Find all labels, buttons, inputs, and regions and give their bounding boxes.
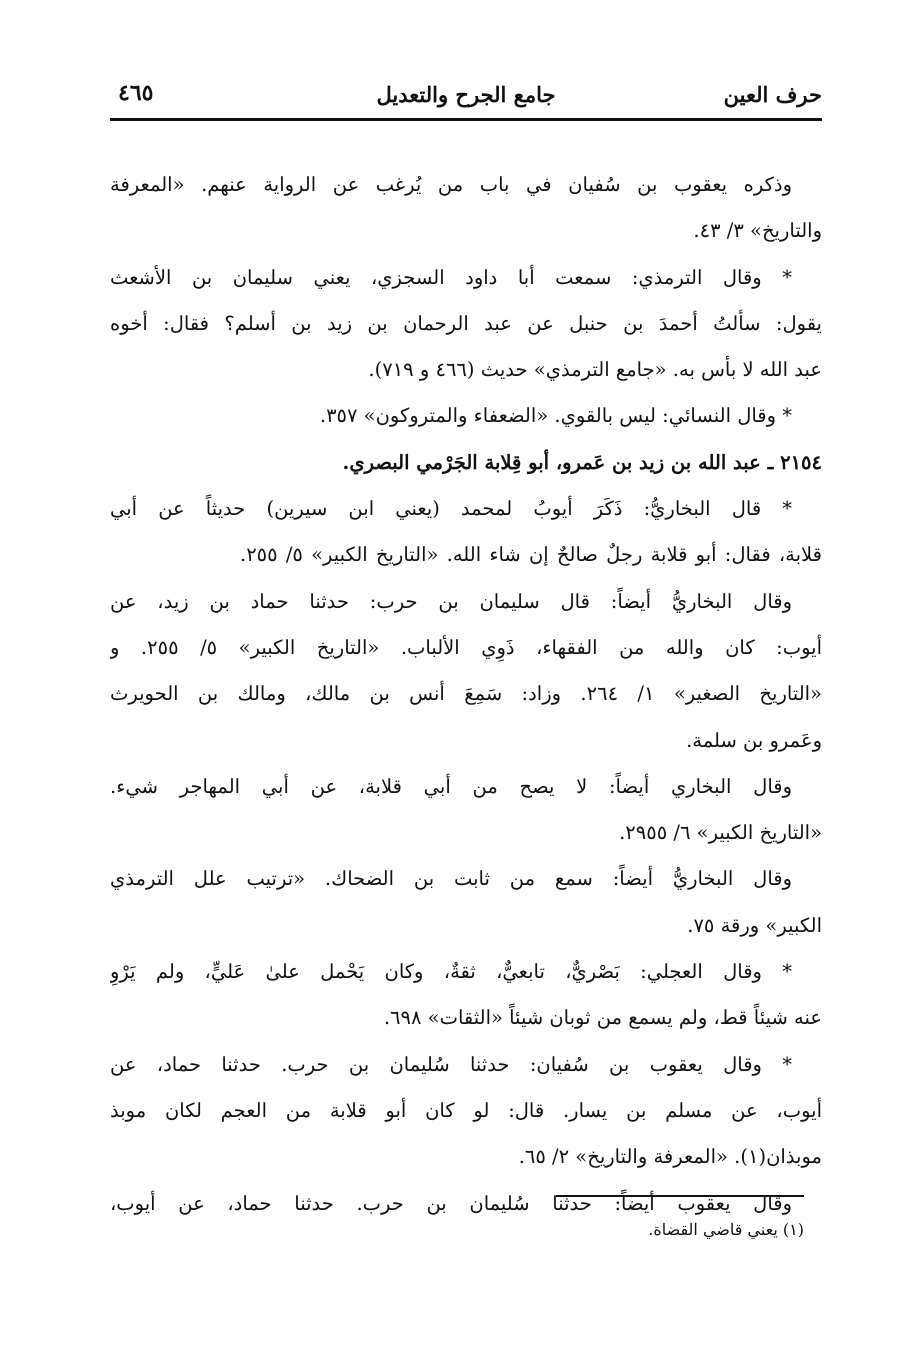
text-line: أيوب: كان والله من الفقهاء، ذَوِي الألباب. «التاريخ الكبير» ٥/ ٢٥٥. و (110, 635, 822, 659)
text-line: وذكره يعقوب بن سُفيان في باب من يُرغب عن الرواية عنهم. «المعرفة (110, 173, 792, 196)
footnote-separator (556, 1195, 804, 1197)
text-line: وقال البخاريُّ أيضاً: سمع من ثابت بن الضحاك. «ترتيب علل الترمذي (110, 867, 792, 891)
text-line: * وقال يعقوب بن سُفيان: حدثنا سُليمان بن حرب. حدثنا حماد، عن (110, 1052, 792, 1076)
page-body (110, 162, 822, 1227)
text-line: يقول: سألتُ أحمدَ بن حنبل عن عبد الرحمان بن زيد بن أسلم؟ فقال: أخوه (110, 311, 822, 335)
text-line: الكبير» ورقة ٧٥. (687, 913, 822, 937)
text-line: * قال البخاريُّ: ذَكَرَ أيوبُ لمحمد (يعني ابن سيرين) حديثاً عن أبي (110, 497, 792, 521)
entry-heading: ٢١٥٤ ـ عبد الله بن زيد بن عَمرو، أبو قِلابة الجَرْمي البصري. (342, 450, 822, 474)
book-title: جامع الجرح والتعديل (376, 82, 556, 107)
header-rule (110, 118, 822, 121)
text-line: والتاريخ» ٣/ ٤٣. (693, 219, 822, 243)
text-line: * وقال الترمذي: سمعت أبا داود السجزي، يعني سليمان بن الأشعث (110, 265, 792, 289)
text-line: «التاريخ الكبير» ٦/ ٢٩٥٥. (619, 821, 822, 845)
text-line: عبد الله لا بأس به. «جامع الترمذي» حديث (٤٦٦ و ٧١٩). (368, 358, 822, 382)
text-line: موبذان(١). «المعرفة والتاريخ» ٢/ ٦٥. (518, 1145, 822, 1169)
text-line: قلابة، فقال: أبو قلابة رجلٌ صالحٌ إن شاء الله. «التاريخ الكبير» ٥/ ٢٥٥. (240, 543, 822, 567)
text-line: وقال البخاري أيضاً: لا يصح من أبي قلابة، عن أبي المهاجر شيء. (110, 774, 792, 798)
text-line: * وقال العجلي: بَصْريٌّ، تابعيٌّ، ثقةٌ، وكان يَحْمل علىٰ عَليٍّ، ولم يَرْوِ (110, 960, 792, 984)
text-line: وقال البخاريُّ أيضاً: قال سليمان بن حرب: حدثنا حماد بن زيد، عن (110, 589, 792, 613)
text-line: عنه شيئاً قط، ولم يسمع من ثوبان شيئاً «الثقات» ٦٩٨. (383, 1006, 822, 1030)
text-line: * وقال النسائي: ليس بالقوي. «الضعفاء والمتروكون» ٣٥٧. (319, 404, 792, 428)
text-line: وعَمرو بن سلمة. (686, 728, 822, 752)
text-line: «التاريخ الصغير» ١/ ٢٦٤. وزاد: سَمِعَ أنس بن مالك، ومالك بن الحويرث (110, 682, 822, 706)
page-number: ٤٦٥ (118, 80, 154, 106)
running-header (110, 76, 822, 116)
footnote: (١) يعني قاضي القضاة. (648, 1220, 804, 1239)
text-line: وقال يعقوب أيضاً: حدثنا سُليمان بن حرب. حدثنا حماد، عن أيوب، (110, 1191, 792, 1215)
chapter-title: حرف العين (723, 82, 822, 107)
text-line: أيوب، عن مسلم بن يسار. قال: لو كان أبو قلابة من العجم لكان موبذ (110, 1098, 822, 1122)
